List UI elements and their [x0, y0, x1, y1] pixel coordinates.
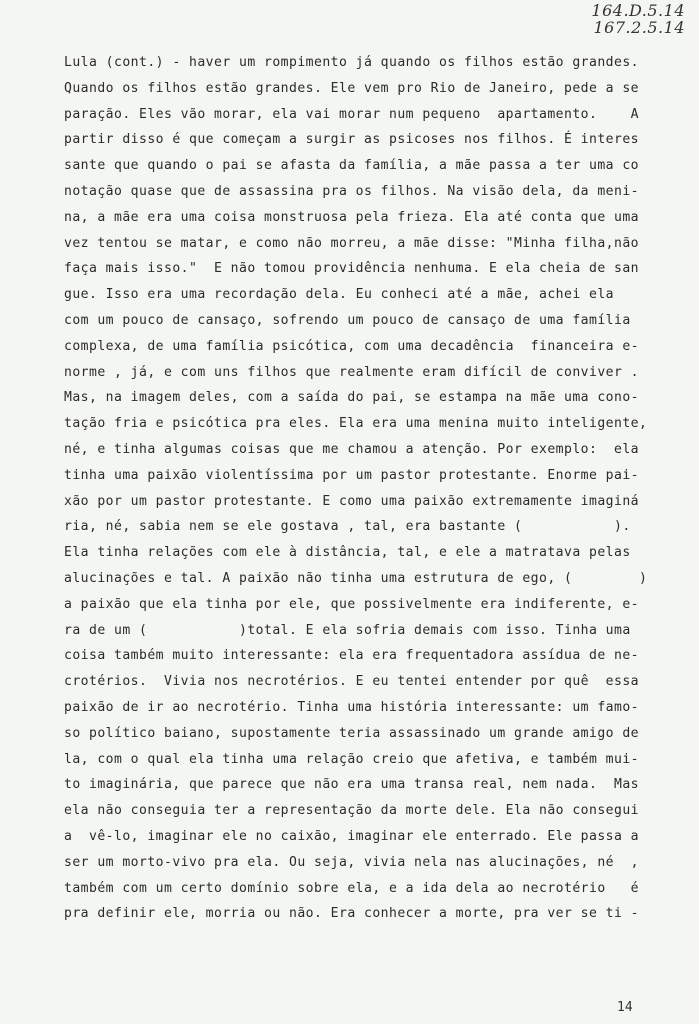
text-line: la, com o qual ela tinha uma relação creio que afetiva, e também mui- [64, 751, 639, 767]
text-line: norme , já, e com uns filhos que realmente eram difícil de conviver . [64, 364, 639, 380]
text-line: faça mais isso." E não tomou providência nenhuma. E ela cheia de san [64, 261, 639, 277]
text-line: a vê-lo, imaginar ele no caixão, imaginar ele enterrado. Ele passa a [64, 828, 639, 844]
text-line: gue. Isso era uma recordação dela. Eu conheci até a mãe, achei ela [64, 287, 614, 303]
text-line: paração. Eles vão morar, ela vai morar num pequeno apartamento. A [64, 106, 639, 122]
archive-reference [591, 2, 685, 36]
archive-reference-line-1: 164.D.5.14 [591, 1, 685, 20]
text-line: com um pouco de cansaço, sofrendo um pouco de cansaço de uma família [64, 312, 631, 328]
text-line: xão por um pastor protestante. E como uma paixão extremamente imaginá [64, 493, 639, 509]
text-line: a paixão que ela tinha por ele, que possivelmente era indiferente, e- [64, 596, 639, 612]
text-line: so político baiano, supostamente teria assassinado um grande amigo de [64, 725, 639, 741]
text-line: tinha uma paixão violentíssima por um pastor protestante. Enorme pai- [64, 467, 639, 483]
text-line: coisa também muito interessante: ela era frequentadora assídua de ne- [64, 648, 639, 664]
text-line: paixão de ir ao necrotério. Tinha uma história interessante: um famo- [64, 699, 639, 715]
text-line: notação quase que de assassina pra os filhos. Na visão dela, da meni- [64, 183, 639, 199]
text-line: partir disso é que começam a surgir as psicoses nos filhos. É interes [64, 132, 639, 148]
text-line: vez tentou se matar, e como não morreu, a mãe disse: "Minha filha,não [64, 235, 639, 251]
transcript-body [64, 50, 648, 927]
text-line: né, e tinha algumas coisas que me chamou a atenção. Por exemplo: ela [64, 441, 639, 457]
text-line: também com um certo domínio sobre ela, e a ida dela ao necrotério é [64, 880, 639, 896]
text-line: tação fria e psicótica pra eles. Ela era uma menina muito inteligente, [64, 416, 648, 432]
text-line: ser um morto-vivo pra ela. Ou seja, vivia nela nas alucinações, né , [64, 854, 639, 870]
text-line: ria, né, sabia nem se ele gostava , tal, era bastante ( ). [64, 519, 631, 535]
text-line: Lula (cont.) - haver um rompimento já quando os filhos estão grandes. [64, 55, 639, 70]
text-line: Quando os filhos estão grandes. Ele vem pro Rio de Janeiro, pede a se [64, 80, 639, 96]
text-line: na, a mãe era uma coisa monstruosa pela frieza. Ela até conta que uma [64, 209, 639, 225]
text-line: sante que quando o pai se afasta da família, a mãe passa a ter uma co [64, 158, 639, 174]
text-line: Mas, na imagem deles, com a saída do pai, se estampa na mãe uma cono- [64, 390, 639, 406]
text-line: ra de um ( )total. E ela sofria demais com isso. Tinha uma [64, 622, 631, 638]
archive-reference-line-2: 167.2.5.14 [593, 18, 685, 37]
page-number: 14 [617, 1000, 633, 1015]
text-line: crotérios. Vivia nos necrotérios. E eu tentei entender por quê essa [64, 674, 639, 690]
text-line: pra definir ele, morria ou não. Era conhecer a morte, pra ver se ti - [64, 906, 639, 922]
text-line: ela não conseguia ter a representação da morte dele. Ela não consegui [64, 803, 639, 819]
text-line: alucinações e tal. A paixão não tinha uma estrutura de ego, ( ) [64, 570, 648, 586]
text-line: Ela tinha relações com ele à distância, tal, e ele a matratava pelas [64, 545, 631, 561]
text-line: to imaginária, que parece que não era uma transa real, nem nada. Mas [64, 777, 639, 793]
text-line: complexa, de uma família psicótica, com uma decadência financeira e- [64, 338, 639, 354]
